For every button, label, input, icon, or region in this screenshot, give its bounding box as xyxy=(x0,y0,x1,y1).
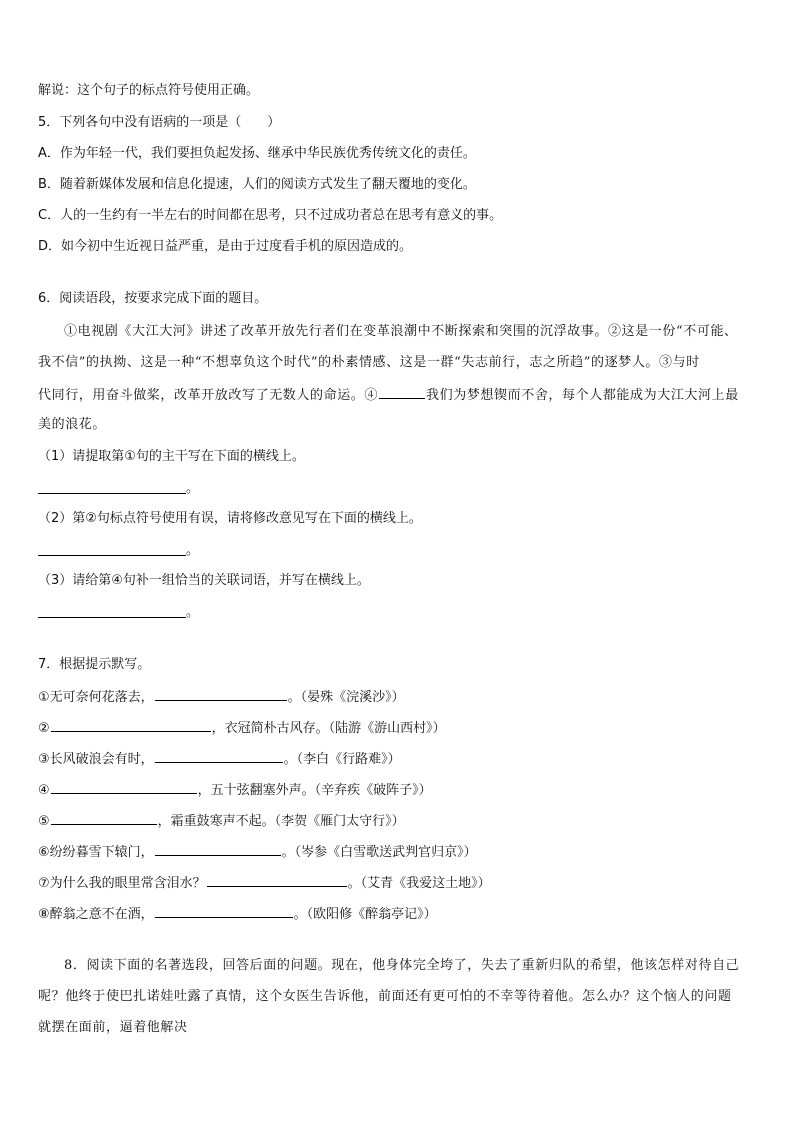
q7-item-5-post: ，霜重鼓寒声不起。（李贺《雁门太守行》） xyxy=(157,814,405,829)
q6-subquestion-2: （2）第②句标点符号使用有误，请将修改意见写在下面的横线上。 xyxy=(38,511,422,526)
q7-item-8-post: 。（欧阳修《醉翁亭记》） xyxy=(293,907,437,922)
q6-stem: 6．阅读语段，按要求完成下面的题目。 xyxy=(38,291,268,306)
q6-answer-period-1: 。 xyxy=(186,481,200,496)
q7-item-7 xyxy=(38,873,491,893)
q7-item-7-pre: ⑦为什么我的眼里常含泪水？ xyxy=(38,876,206,891)
q7-item-4-pre: ④ xyxy=(38,783,50,798)
q6-answer-period-2: 。 xyxy=(186,543,200,558)
q5-option-d: D．如今初中生近视日益严重，是由于过度看手机的原因造成的。 xyxy=(38,239,413,254)
q6-answer-blank-1[interactable] xyxy=(38,479,186,494)
q8-line-3: 就摆在面前，逼着他解决 xyxy=(38,1020,188,1035)
q7-item-2 xyxy=(38,718,446,738)
q6-passage-line-3-tail: 我们为梦想锲而不舍，每个人都能成为大江大河上最 xyxy=(426,388,739,403)
q6-passage-line-4: 美的浪花。 xyxy=(38,417,107,432)
q5-option-a: A．作为年轻一代，我们要担负起发扬、继承中华民族优秀传统文化的责任。 xyxy=(38,146,476,161)
q7-item-8 xyxy=(38,904,437,924)
q6-passage-line-1: ①电视剧《大江大河》讲述了改革开放先行者们在变革浪潮中不断探索和突围的沉浮故事。②这是一份“不可能、 xyxy=(64,324,738,339)
q7-item-3-post: 。（李白《行路难》） xyxy=(283,752,401,767)
q7-item-5 xyxy=(38,811,405,831)
q7-item-6-post: 。（岑参《白雪歌送武判官归京》） xyxy=(281,845,477,860)
q8-line-2: 呢？他终于使巴扎诺娃吐露了真情，这个女医生告诉他，前面还有更可怕的不幸等待着他。怎么办？这个恼人的问题 xyxy=(38,989,732,1004)
q6-passage-line-3 xyxy=(38,385,739,405)
q7-item-4-post: ，五十弦翻塞外声。（辛弃疾《破阵子》） xyxy=(197,783,432,798)
q6-passage-blank[interactable] xyxy=(379,385,425,399)
q5-stem: 5．下列各句中没有语病的一项是（ ） xyxy=(38,115,281,130)
q7-item-2-pre: ② xyxy=(38,721,50,736)
q7-item-3-pre: ③长风破浪会有时， xyxy=(38,752,154,767)
q7-item-1-blank[interactable] xyxy=(155,687,287,701)
q7-item-2-post: ，衣冠简朴古风存。（陆游《游山西村》） xyxy=(211,721,446,736)
q6-subquestion-1: （1）请提取第①句的主干写在下面的横线上。 xyxy=(38,449,305,464)
q6-passage-line-3-text: 代同行，用奋斗做桨，改革开放改写了无数人的命运。④ xyxy=(38,388,379,403)
q7-item-6-blank[interactable] xyxy=(155,842,281,856)
q7-item-8-pre: ⑧醉翁之意不在酒， xyxy=(38,907,154,922)
q7-item-6-pre: ⑥纷纷暮雪下辕门， xyxy=(38,845,154,860)
q7-item-4-blank[interactable] xyxy=(51,780,197,794)
q7-item-2-blank[interactable] xyxy=(51,718,211,732)
q7-item-1-pre: ①无可奈何花落去， xyxy=(38,690,154,705)
q5-option-c: C．人的一生约有一半左右的时间都在思考，只不过成功者总在思考有意义的事。 xyxy=(38,208,503,223)
q7-stem: 7．根据提示默写。 xyxy=(38,657,151,672)
q6-subquestion-3: （3）请给第④句补一组恰当的关联词语，并写在横线上。 xyxy=(38,573,370,588)
q6-answer-blank-3[interactable] xyxy=(38,603,186,618)
q6-answer-blank-2[interactable] xyxy=(38,541,186,556)
q6-answer-period-3: 。 xyxy=(186,605,200,620)
q7-item-3 xyxy=(38,749,401,769)
q7-item-4 xyxy=(38,780,432,800)
q7-item-6 xyxy=(38,842,477,862)
q7-item-5-pre: ⑤ xyxy=(38,814,50,829)
q7-item-1-post: 。（晏殊《浣溪沙》） xyxy=(287,690,405,705)
q8-line-1: 8．阅读下面的名著选段，回答后面的问题。现在，他身体完全垮了，失去了重新归队的希望，他该怎样对待自己 xyxy=(64,958,740,973)
q7-item-7-blank[interactable] xyxy=(207,873,347,887)
q7-item-1 xyxy=(38,687,405,707)
q7-item-5-blank[interactable] xyxy=(51,811,157,825)
explanation-text: 解说：这个句子的标点符号使用正确。 xyxy=(38,83,260,98)
q7-item-8-blank[interactable] xyxy=(155,904,293,918)
q7-item-3-blank[interactable] xyxy=(155,749,283,763)
q6-passage-line-2: 我不信”的执拗、这是一种“不想辜负这个时代”的朴素情感、这是一群“失志前行，志之所趋”的逐梦人。③与时 xyxy=(38,355,700,370)
q5-option-b: B．随着新媒体发展和信息化提速，人们的阅读方式发生了翻天覆地的变化。 xyxy=(38,177,476,192)
q7-item-7-post: 。（艾青《我爱这土地》） xyxy=(347,876,491,891)
